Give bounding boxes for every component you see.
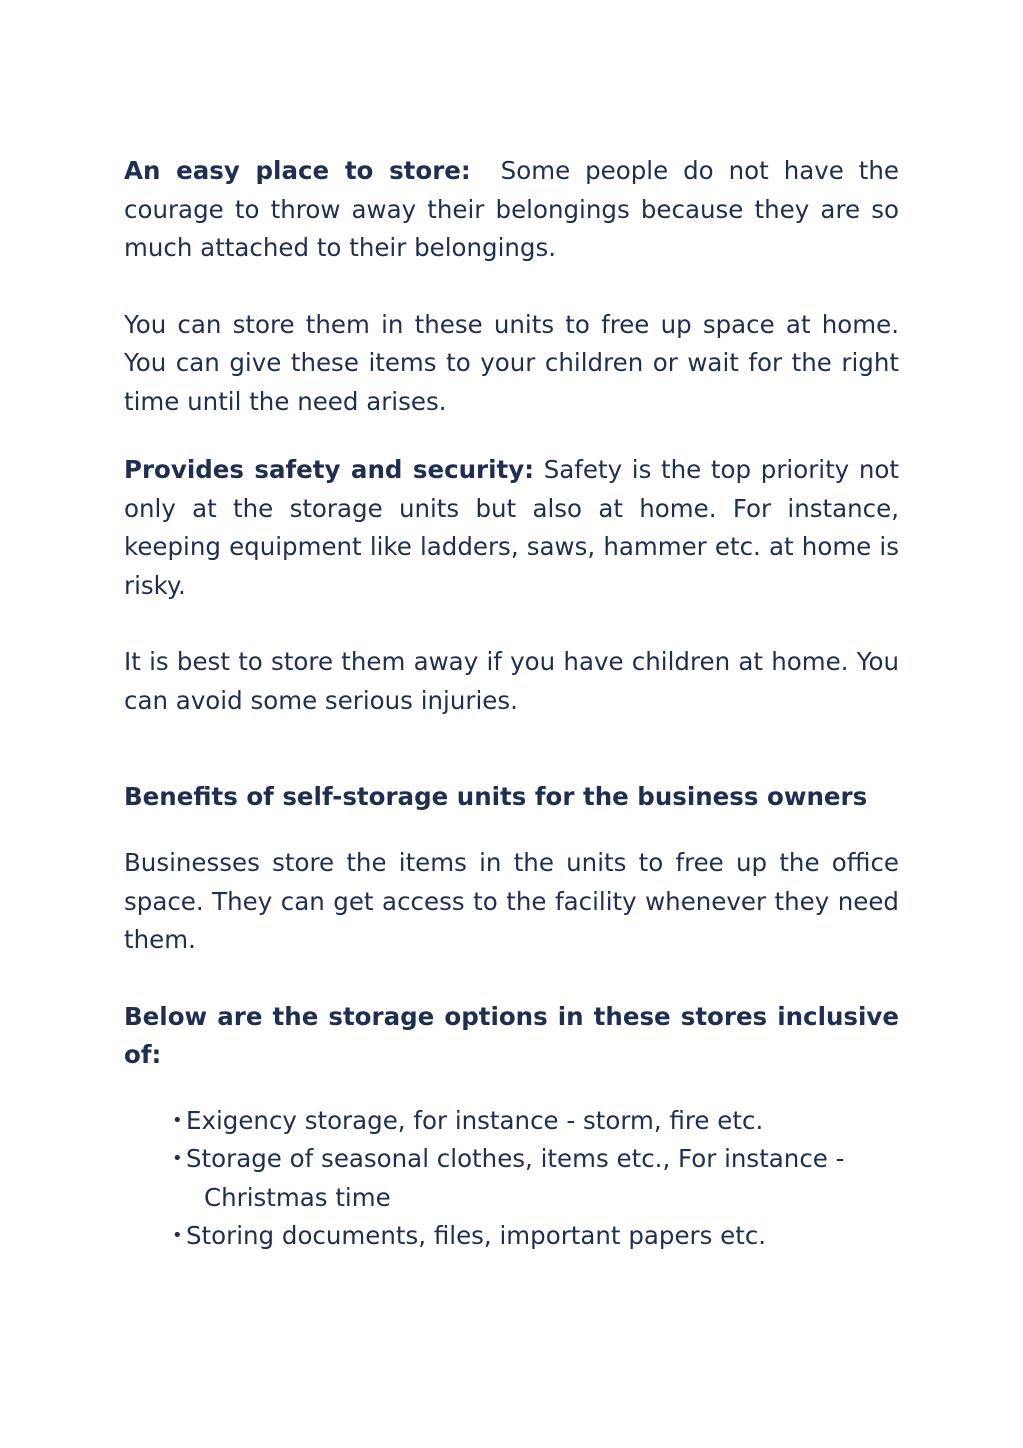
bullet-icon: •	[172, 1148, 183, 1169]
list-item	[172, 1217, 899, 1256]
easy-place-text: Some people do not have the courage to throw away their belongings because they are so much attached to their belongings.	[124, 156, 900, 262]
paragraph-safety	[124, 451, 899, 605]
heading-business-benefits: Benefits of self-storage units for the business owners	[124, 782, 868, 811]
heading-storage-options: Below are the storage options in these stores inclusive of:	[124, 1001, 899, 1069]
list-item-text: Storing documents, files, important papers etc.	[186, 1221, 767, 1250]
paragraph-store-units: You can store them in these units to free up space at home. You can give these items to your children or wait for the right time until the need arises.	[124, 309, 899, 416]
bullet-icon: •	[172, 1225, 183, 1246]
bullet-icon: •	[172, 1109, 183, 1131]
safety-label: Provides safety and security:	[124, 455, 534, 484]
list-item	[172, 1102, 899, 1141]
storage-options-list	[124, 1102, 899, 1256]
paragraph-business: Businesses store the items in the units to free up the office space. They can get access to the facility whenever they need them.	[124, 848, 899, 954]
safety-text: Safety is the top priority not only at the storage units but also at home. For instance, keeping equipment like ladders, saws, hammer etc. at home is risky.	[124, 455, 899, 600]
paragraph-children: It is best to store them away if you have children at home. You can avoid some serious injuries.	[124, 647, 899, 715]
document-page	[124, 152, 899, 1256]
list-item-continuation: Christmas time	[204, 1182, 391, 1212]
list-item-text: Exigency storage, for instance - storm, fire etc.	[186, 1105, 764, 1135]
list-item-text: Storage of seasonal clothes, items etc., For instance -	[186, 1144, 845, 1173]
paragraph-easy-place	[124, 152, 899, 268]
list-item	[172, 1140, 899, 1217]
easy-place-label: An easy place to store:	[124, 156, 471, 185]
